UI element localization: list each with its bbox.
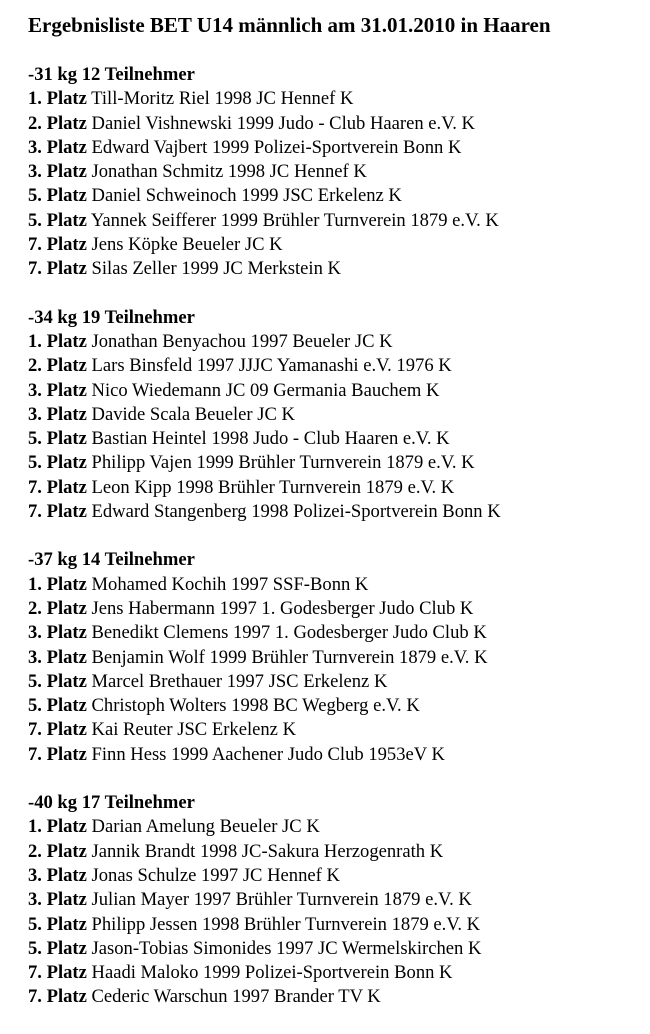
result-row: [28, 257, 643, 281]
category-40kg: [28, 791, 643, 1010]
result-row: [28, 670, 643, 694]
result-row: [28, 233, 643, 257]
result-list: [28, 573, 643, 767]
place-label: 1. Platz: [28, 330, 87, 352]
result-row: [28, 985, 643, 1009]
place-label: 5. Platz: [28, 185, 87, 207]
place-label: 7. Platz: [28, 501, 87, 523]
result-row: [28, 573, 643, 597]
result-row: [28, 403, 643, 427]
result-list: [28, 815, 643, 1009]
result-list: [28, 87, 643, 281]
result-row: [28, 379, 643, 403]
result-row: [28, 160, 643, 184]
entry-text: Christoph Wolters 1998 BC Wegberg e.V. K: [91, 695, 420, 717]
entry-text: Jannik Brandt 1998 JC-Sakura Herzogenrath K: [91, 840, 444, 862]
results-document: [28, 12, 643, 1034]
place-label: 3. Platz: [28, 136, 87, 158]
category-heading: -31 kg 12 Teilnehmer: [28, 64, 195, 85]
place-label: 3. Platz: [28, 864, 87, 886]
place-label: 7. Platz: [28, 719, 87, 741]
category-heading: -40 kg 17 Teilnehmer: [28, 792, 195, 814]
entry-text: Bastian Heintel 1998 Judo - Club Haaren e.V. K: [91, 428, 450, 450]
result-row: [28, 864, 643, 888]
entry-text: Cederic Warschun 1997 Brander TV K: [91, 986, 381, 1008]
place-label: 5. Platz: [28, 670, 87, 692]
category-31kg: [28, 63, 643, 282]
place-label: 3. Platz: [28, 646, 87, 668]
entry-text: Leon Kipp 1998 Brühler Turnverein 1879 e.V. K: [91, 476, 455, 498]
place-label: 7. Platz: [28, 476, 87, 498]
result-row: [28, 597, 643, 621]
category-37kg: [28, 548, 643, 767]
place-label: 7. Platz: [28, 962, 87, 984]
place-label: 3. Platz: [28, 403, 87, 425]
entry-text: Lars Binsfeld 1997 JJJC Yamanashi e.V. 1976 K: [91, 355, 452, 377]
entry-text: Finn Hess 1999 Aachener Judo Club 1953eV K: [91, 743, 445, 765]
result-row: [28, 621, 643, 645]
category-heading: -34 kg 19 Teilnehmer: [28, 306, 195, 328]
category-heading: -37 kg 14 Teilnehmer: [28, 549, 195, 571]
result-row: [28, 427, 643, 451]
entry-text: Silas Zeller 1999 JC Merkstein K: [91, 258, 341, 280]
place-label: 5. Platz: [28, 452, 87, 474]
result-row: [28, 451, 643, 475]
entry-text: Benjamin Wolf 1999 Brühler Turnverein 1879 e.V. K: [91, 646, 488, 668]
entry-text: Jonas Schulze 1997 JC Hennef K: [91, 864, 340, 886]
place-label: 7. Platz: [28, 986, 87, 1008]
entry-text: Edward Vajbert 1999 Polizei-Sportverein Bonn K: [91, 136, 462, 158]
result-list: [28, 330, 643, 524]
entry-text: Mohamed Kochih 1997 SSF-Bonn K: [91, 573, 369, 595]
place-label: 2. Platz: [28, 840, 87, 862]
entry-text: Edward Stangenberg 1998 Polizei-Sportverein Bonn K: [91, 501, 501, 523]
result-row: [28, 961, 643, 985]
place-label: 2. Platz: [28, 112, 87, 134]
result-row: [28, 330, 643, 354]
result-row: [28, 840, 643, 864]
place-label: 1. Platz: [28, 573, 87, 595]
entry-text: Kai Reuter JSC Erkelenz K: [91, 719, 296, 741]
result-row: [28, 937, 643, 961]
result-row: [28, 354, 643, 378]
place-label: 5. Platz: [28, 695, 87, 717]
entry-text: Jens Köpke Beueler JC K: [91, 234, 283, 256]
result-row: [28, 815, 643, 839]
entry-text: Jason-Tobias Simonides 1997 JC Wermelskirchen K: [91, 937, 482, 959]
result-row: [28, 87, 643, 111]
place-label: 1. Platz: [28, 88, 87, 110]
place-label: 3. Platz: [28, 622, 87, 644]
entry-text: Benedikt Clemens 1997 1. Godesberger Judo Club K: [91, 622, 487, 644]
place-label: 2. Platz: [28, 597, 87, 619]
category-34kg: [28, 306, 643, 525]
entry-text: Davide Scala Beueler JC K: [91, 403, 295, 425]
place-label: 2. Platz: [28, 355, 87, 377]
place-label: 5. Platz: [28, 428, 87, 450]
place-label: 7. Platz: [28, 258, 87, 280]
entry-text: Jonathan Benyachou 1997 Beueler JC K: [91, 330, 393, 352]
entry-text: Julian Mayer 1997 Brühler Turnverein 1879 e.V. K: [91, 889, 472, 911]
place-label: 3. Platz: [28, 379, 87, 401]
entry-text: Marcel Brethauer 1997 JSC Erkelenz K: [91, 670, 388, 692]
place-label: 7. Platz: [28, 743, 87, 765]
entry-text: Jonathan Schmitz 1998 JC Hennef K: [91, 161, 367, 183]
place-label: 5. Platz: [28, 937, 87, 959]
result-row: [28, 694, 643, 718]
document-title: Ergebnisliste BET U14 männlich am 31.01.2010 in Haaren: [28, 13, 551, 37]
entry-text: Nico Wiedemann JC 09 Germania Bauchem K: [91, 379, 440, 401]
result-row: [28, 112, 643, 136]
place-label: 3. Platz: [28, 889, 87, 911]
entry-text: Philipp Jessen 1998 Brühler Turnverein 1879 e.V. K: [91, 913, 481, 935]
result-row: [28, 913, 643, 937]
entry-text: Darian Amelung Beueler JC K: [91, 816, 320, 838]
place-label: 7. Platz: [28, 234, 87, 256]
result-row: [28, 718, 643, 742]
entry-text: Yannek Seifferer 1999 Brühler Turnverein 1879 e.V. K: [90, 209, 499, 231]
place-label: 1. Platz: [28, 816, 87, 838]
place-label: 5. Platz: [28, 209, 87, 231]
entry-text: Haadi Maloko 1999 Polizei-Sportverein Bonn K: [91, 962, 453, 984]
result-row: [28, 646, 643, 670]
result-row: [28, 743, 643, 767]
entry-text: Daniel Schweinoch 1999 JSC Erkelenz K: [91, 185, 402, 207]
result-row: [28, 476, 643, 500]
result-row: [28, 209, 643, 233]
entry-text: Till-Moritz Riel 1998 JC Hennef K: [91, 88, 354, 110]
result-row: [28, 136, 643, 160]
result-row: [28, 500, 643, 524]
entry-text: Daniel Vishnewski 1999 Judo - Club Haaren e.V. K: [91, 112, 475, 134]
place-label: 5. Platz: [28, 913, 87, 935]
entry-text: Philipp Vajen 1999 Brühler Turnverein 1879 e.V. K: [91, 452, 475, 474]
result-row: [28, 888, 643, 912]
result-row: [28, 184, 643, 208]
place-label: 3. Platz: [28, 161, 87, 183]
entry-text: Jens Habermann 1997 1. Godesberger Judo Club K: [91, 597, 474, 619]
